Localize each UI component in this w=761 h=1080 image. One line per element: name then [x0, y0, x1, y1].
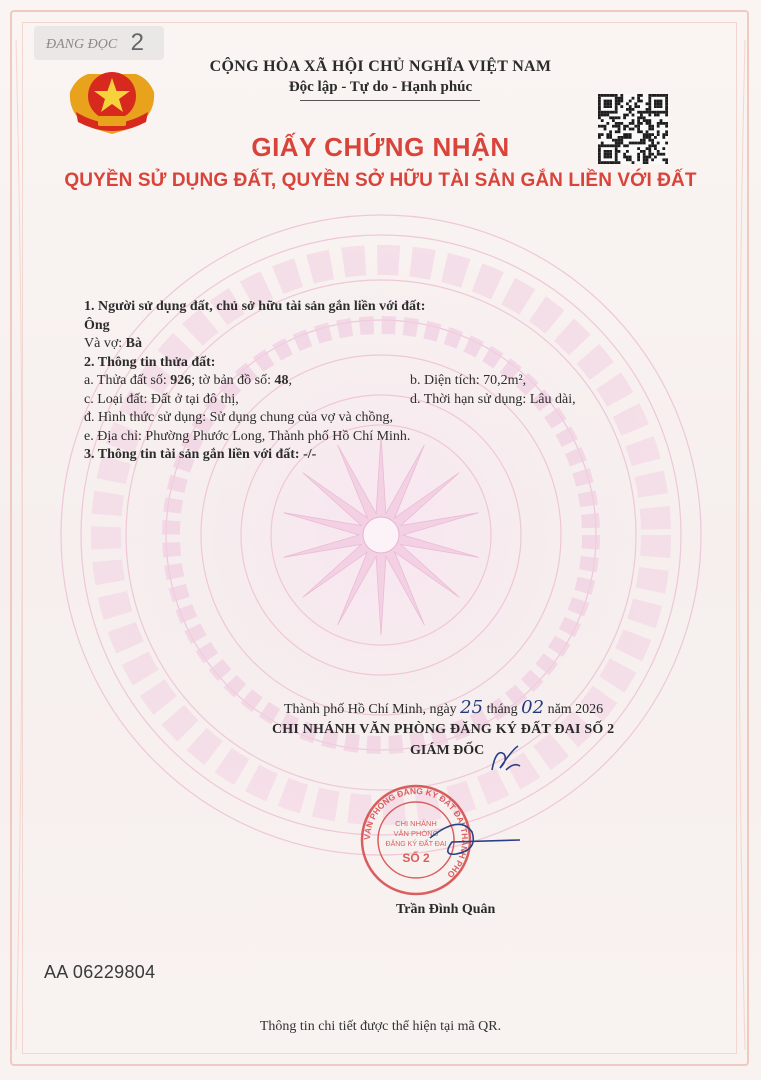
- section3-heading: 3. Thông tin tài sản gắn liền với đất:: [84, 447, 304, 462]
- qr-footer-note: Thông tin chi tiết được thể hiện tại mã QR.: [259, 1019, 502, 1034]
- usage-form: đ. Hình thức sử dụng: Sử dụng chung của vợ và chồng,: [84, 410, 393, 425]
- certificate-content: [84, 298, 644, 465]
- map-prefix: ; tờ bản đồ số:: [191, 373, 275, 388]
- national-motto: Độc lập - Tự do - Hạnh phúc: [288, 79, 473, 95]
- section2-heading: 2. Thông tin thửa đất:: [84, 354, 216, 370]
- stamp-line3: ĐĂNG KÝ ĐẤT ĐAI: [385, 841, 447, 848]
- parcel-address: e. Địa chỉ: Phường Phước Long, Thành phố Hồ Chí Minh.: [84, 428, 411, 444]
- spouse-name: Bà: [125, 336, 142, 351]
- section3-line: [84, 446, 644, 465]
- spouse-line: [84, 335, 644, 354]
- issue-day: 25: [460, 697, 484, 718]
- issue-place-date: [284, 697, 603, 718]
- spouse-prefix: Và vợ:: [84, 336, 126, 351]
- parcel-prefix: a. Thửa đất số:: [84, 373, 171, 388]
- type-row: [84, 391, 644, 410]
- serial-number: AA 06229804: [44, 962, 156, 982]
- page-badge: [34, 26, 164, 60]
- official-stamp: [360, 780, 530, 900]
- motto-underline: [300, 100, 480, 101]
- usage-term: d. Thời hạn sử dụng: Lâu dài,: [410, 391, 576, 407]
- place-prefix: Thành phố Hồ Chí Minh, ngày: [284, 702, 461, 717]
- land-area: b. Diện tích: 70,2m²,: [410, 373, 527, 388]
- page-badge-number: 2: [130, 29, 145, 56]
- certificate-subtitle: QUYỀN SỬ DỤNG ĐẤT, QUYỀN SỞ HỮU TÀI SẢN GẮN LIỀN VỚI ĐẤT: [64, 170, 697, 191]
- signer-name: Trần Đình Quân: [396, 902, 496, 917]
- year-label: năm 2026: [544, 702, 604, 717]
- initials-mark: [486, 740, 526, 780]
- page-badge-text: ĐANG ĐỌC: [46, 37, 118, 52]
- month-label: tháng: [483, 702, 522, 717]
- map-number: 48: [274, 373, 289, 388]
- stamp-line2: VĂN PHÒNG: [393, 829, 439, 838]
- stamp-line1: CHI NHÁNH: [395, 819, 437, 828]
- issuing-office: CHI NHÁNH VĂN PHÒNG ĐĂNG KÝ ĐẤT ĐAI SỐ 2: [272, 722, 615, 737]
- signer-role: GIÁM ĐỐC: [410, 743, 485, 758]
- parcel-number: 926: [170, 373, 192, 388]
- parcel-row: [84, 372, 644, 391]
- certificate-title: GIẤY CHỨNG NHẬN: [251, 132, 510, 162]
- signature-stroke: [430, 824, 520, 854]
- issue-month: 02: [521, 697, 545, 718]
- nation-name: CỘNG HÒA XÃ HỘI CHỦ NGHĨA VIỆT NAM: [209, 58, 552, 75]
- map-suffix: ,: [288, 373, 292, 388]
- land-type: c. Loại đất: Đất ở tại đô thị,: [84, 391, 239, 407]
- section1-heading: 1. Người sử dụng đất, chủ sở hữu tài sản gắn liền với đất:: [84, 299, 426, 314]
- stamp-ring-text: VĂN PHÒNG ĐĂNG KÝ ĐẤT ĐAI THÀNH PHỐ: [361, 785, 471, 880]
- section3-value: -/-: [303, 447, 317, 462]
- owner-name: Ông: [84, 317, 110, 333]
- stamp-line4: SỐ 2: [402, 851, 430, 865]
